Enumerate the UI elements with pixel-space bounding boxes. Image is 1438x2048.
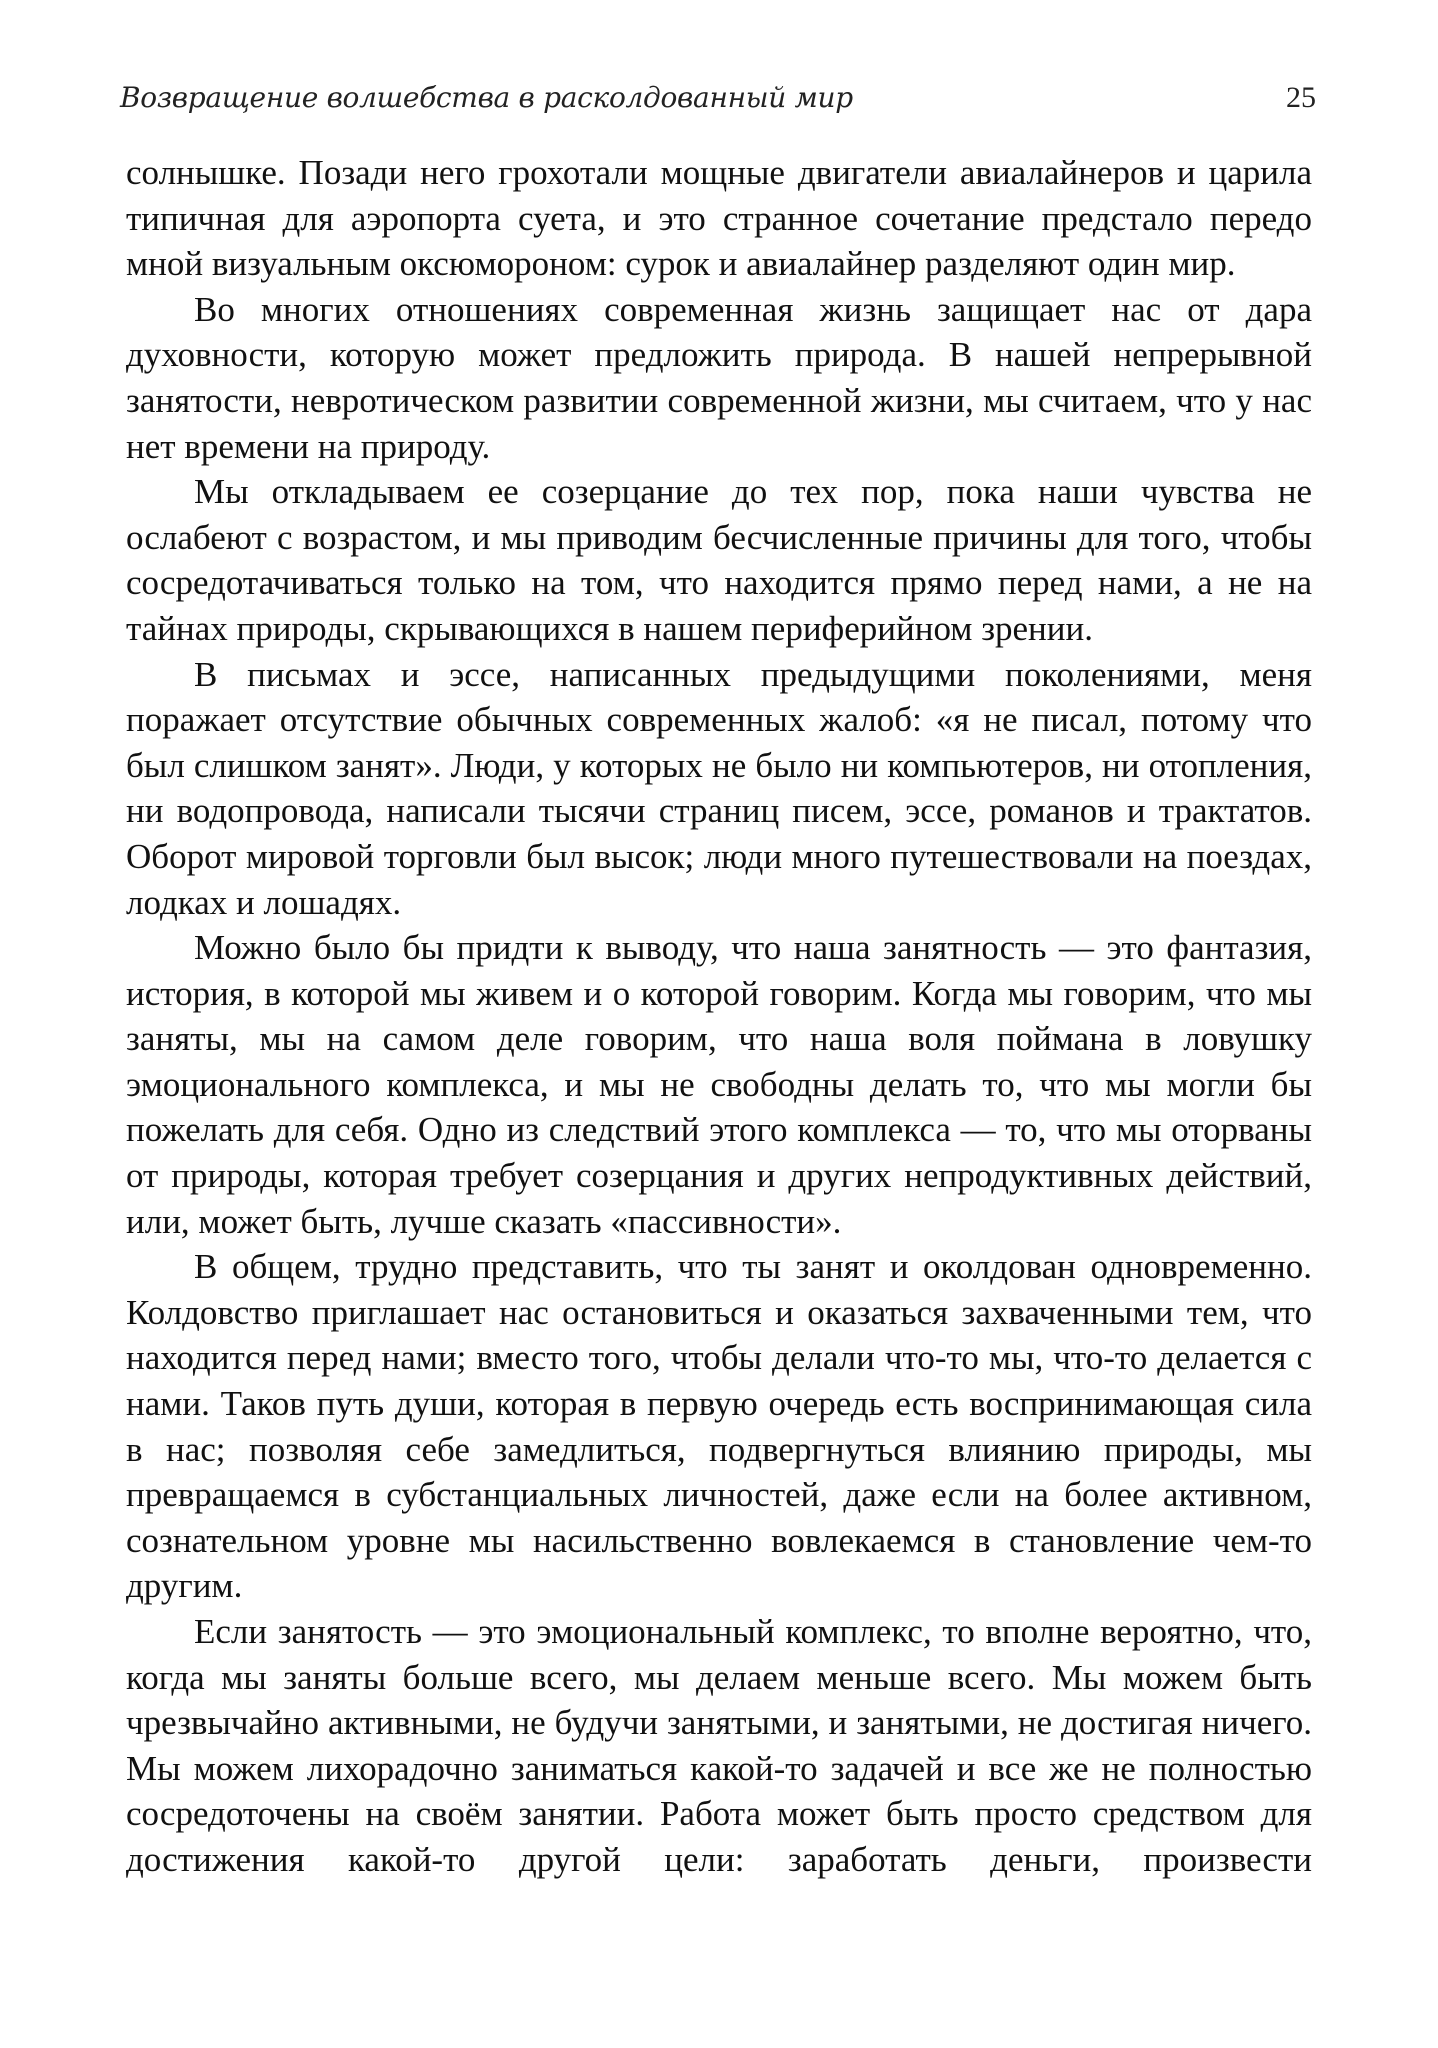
paragraph: В общем, трудно представить, что ты занят и околдован одновременно. Колдовство приглашает нас остановиться и оказаться захваченными тем, что находится перед нами; вместо того, чтобы делали что-то мы, что-то делается с нами. Таков путь души, которая в первую очередь есть воспринимающая сила в нас; позволяя себе замедлиться, подвергнуться влиянию природы, мы превращаемся в субстанциальных личностей, даже если на более активном, сознательном уровне мы насильственно вовлекаемся в становление чем-то другим.	[126, 1247, 1312, 1606]
paragraph: Во многих отношениях современная жизнь защищает нас от дара духовности, которую может предложить природа. В нашей непрерывной занятости, невротическом развитии современной жизни, мы считаем, что у нас нет времени на природу.	[126, 289, 1312, 466]
paragraph: Можно было бы придти к выводу, что наша занятность — это фантазия, история, в которой мы живем и о которой говорим. Когда мы говорим, что мы заняты, мы на самом деле говорим, что наша воля поймана в ловушку эмоционального комплекса, и мы не свободны делать то, что мы могли бы пожелать для себя. Одно из следствий этого комплекса — то, что мы оторваны от природы, которая требует созерцания и других непродуктивных действий, или, может быть, лучше сказать «пассивности».	[126, 928, 1312, 1241]
running-head	[120, 76, 1316, 120]
paragraph: В письмах и эссе, написанных предыдущими поколениями, меня поражает отсутствие обычных современных жалоб: «я не писал, потому что был слишком занят». Люди, у которых не было ни компьютеров, ни отопления, ни водопровода, написали тысячи страниц писем, эссе, романов и трактатов. Оборот мировой торговли был высок; люди много путешествовали на поездах, лодках и лошадях.	[126, 654, 1312, 922]
paragraph-continued: солнышке. Позади него грохотали мощные двигатели авиалайнеров и царила типичная для аэропорта суета, и это странное сочетание предстало передо мной визуальным оксюмороном: сурок и авиалайнер разделяют один мир.	[126, 153, 1312, 284]
running-head-title: Возвращение волшебства в расколдованный мир	[120, 81, 853, 114]
body-text	[126, 150, 1312, 1883]
paragraph: Мы откладываем ее созерцание до тех пор, пока наши чувства не ослабеют с возрастом, и мы приводим бесчисленные причины для того, чтобы сосредотачиваться только на том, что находится прямо перед нами, а не на тайнах природы, скрывающихся в нашем периферийном зрении.	[126, 472, 1312, 648]
page-number: 25	[1286, 81, 1316, 114]
paragraph-continues: Если занятость — это эмоциональный комплекс, то вполне вероятно, что, когда мы заняты больше всего, мы делаем меньше всего. Мы можем быть чрезвычайно активными, не будучи занятыми, и занятыми, не достигая ничего. Мы можем лихорадочно заниматься какой-то задачей и все же не полностью сосредоточены на своём занятии. Работа может быть просто средством для достижения какой-то другой цели: заработать деньги, произвести	[126, 1612, 1312, 1879]
